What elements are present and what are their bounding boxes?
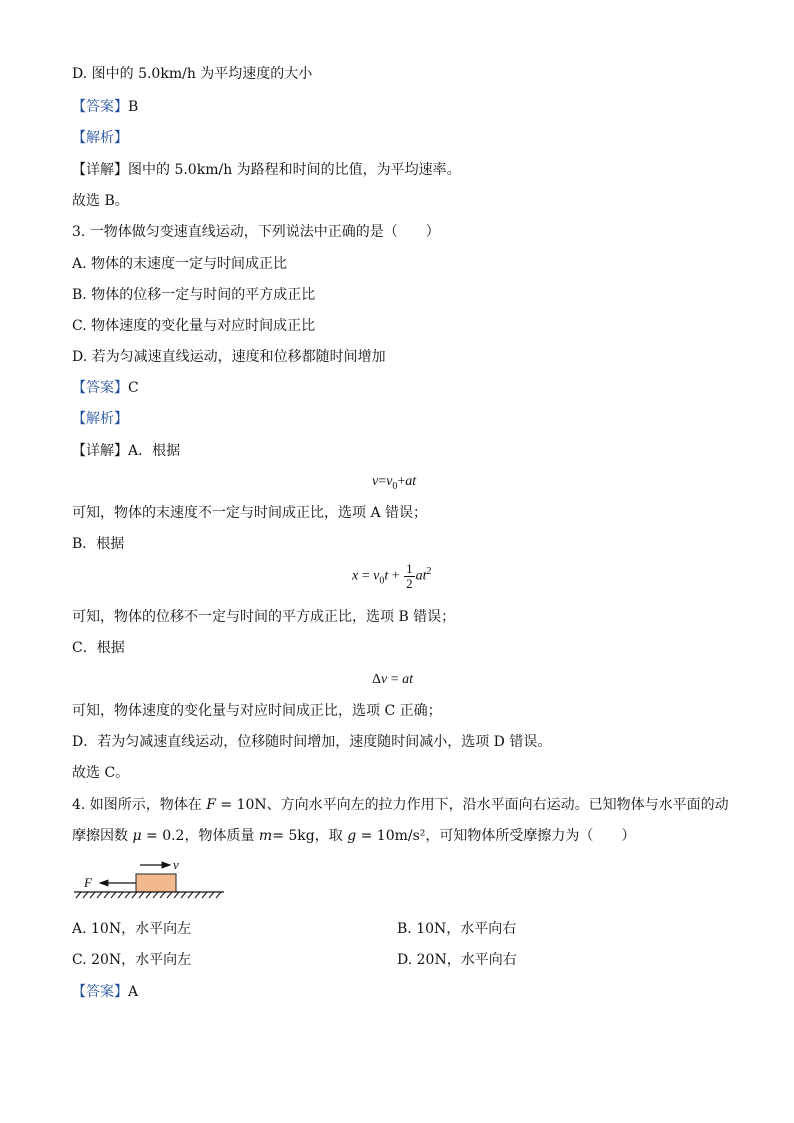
force-label: F bbox=[84, 875, 92, 890]
ground-hatching bbox=[76, 892, 221, 898]
q2-answer bbox=[72, 97, 138, 117]
q4-stem-line2: 摩擦因数 μ = 0.2，物体质量 m= 5kg，取 g = 10m/s²，可知物体所受摩擦力为（ ） bbox=[72, 828, 636, 844]
q4-stem-line1: 4. 如图所示，物体在 F = 10N、方向水平向左的拉力作用下，沿水平面向右运动。已知物体与水平面的动 bbox=[72, 797, 729, 813]
detail-label: 【详解】 bbox=[72, 443, 128, 459]
q3-detail-a: 【详解】A．根据 bbox=[72, 443, 181, 459]
equation-delta-v: Δv = at bbox=[372, 672, 414, 687]
q3-text-b: 可知，物体的位移不一定与时间的平方成正比，选项 B 错误； bbox=[72, 609, 456, 625]
force-diagram bbox=[74, 856, 230, 902]
answer-value: A bbox=[128, 984, 139, 1000]
q4-option-d: D. 20N，水平向右 bbox=[397, 952, 517, 968]
q4-option-c: C. 20N，水平向左 bbox=[72, 952, 192, 968]
q2-analysis-label: 【解析】 bbox=[72, 130, 128, 146]
fraction-one-half: $\frac{1}{2}$ bbox=[406, 561, 413, 591]
equation-velocity: $v=v_0+at$ bbox=[372, 474, 417, 492]
equation-displacement: $x = v_0t$ + $\frac{1}{2}$ $at^2$ bbox=[352, 561, 432, 591]
q3-option-a: A. 物体的末速度一定与时间成正比 bbox=[72, 256, 288, 272]
q3-detail-c: C．根据 bbox=[72, 640, 125, 656]
q2-option-d: D. 图中的 5.0km/h 为平均速度的大小 bbox=[72, 66, 313, 82]
velocity-label: v bbox=[173, 857, 179, 872]
q4-option-b: B. 10N，水平向右 bbox=[397, 921, 517, 937]
q3-detail-b: B．根据 bbox=[72, 536, 125, 552]
answer-value: C bbox=[128, 380, 139, 396]
q3-text-c: 可知，物体速度的变化量与对应时间成正比，选项 C 正确； bbox=[72, 703, 442, 719]
q3-text-d: D．若为匀减速直线运动，位移随时间增加，速度随时间减小，选项 D 错误。 bbox=[72, 734, 552, 750]
answer-value: B bbox=[128, 99, 139, 115]
q3-stem: 3. 一物体做匀变速直线运动，下列说法中正确的是（ ） bbox=[72, 224, 440, 240]
q3-option-d: D. 若为匀减速直线运动，速度和位移都随时间增加 bbox=[72, 349, 386, 365]
q2-detail bbox=[72, 160, 461, 180]
detail-label: 【详解】 bbox=[72, 162, 128, 178]
q3-option-b: B. 物体的位移一定与时间的平方成正比 bbox=[72, 287, 316, 303]
q4-answer bbox=[72, 982, 138, 1002]
detail-text: 图中的 5.0km/h 为路程和时间的比值，为平均速率。 bbox=[128, 162, 461, 178]
answer-label: 【答案】 bbox=[72, 380, 128, 396]
answer-label: 【答案】 bbox=[72, 984, 128, 1000]
block bbox=[136, 874, 176, 892]
q3-option-c: C. 物体速度的变化量与对应时间成正比 bbox=[72, 318, 316, 334]
q3-analysis-label: 【解析】 bbox=[72, 411, 128, 427]
q3-conclusion: 故选 C。 bbox=[72, 765, 130, 781]
q2-conclusion: 故选 B。 bbox=[72, 193, 129, 209]
q3-text-a: 可知，物体的末速度不一定与时间成正比，选项 A 错误； bbox=[72, 505, 428, 521]
answer-label: 【答案】 bbox=[72, 99, 128, 115]
q3-answer bbox=[72, 378, 139, 398]
q4-option-a: A. 10N，水平向左 bbox=[72, 921, 192, 937]
